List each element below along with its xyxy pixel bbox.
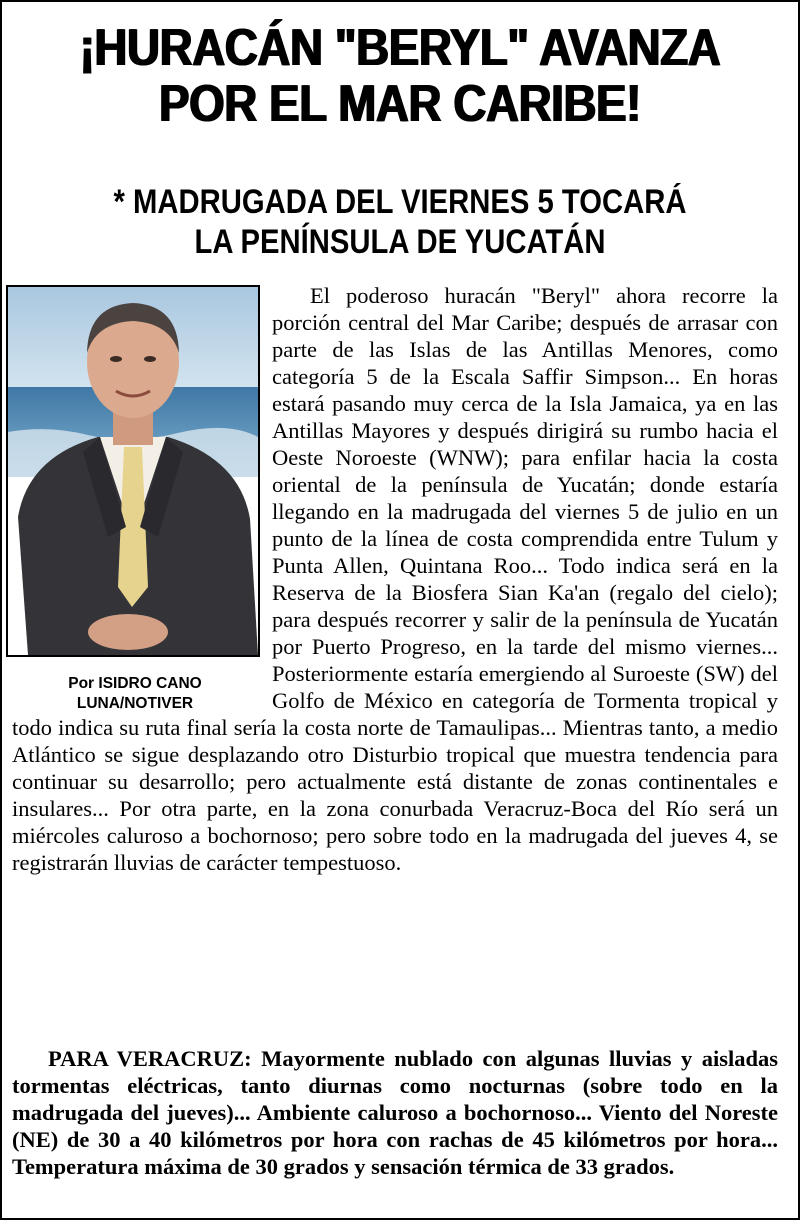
subheadline <box>58 182 743 262</box>
veracruz-forecast: PARA VERACRUZ: Mayormente nublado con algunas lluvias y aisladas tormentas eléctricas, tanto diurnas como nocturnas (sobre todo en la madrugada del jueves)... Ambiente caluroso a bochornoso... Viento del Noreste (NE) de 30 a 40 kilómetros por hora con rachas de 45 kilómetros por hora... Temperatura máxima de 30 grados y sensación térmica de 33 grados. <box>12 1045 778 1179</box>
headline-line-2: POR EL MAR CARIBE! <box>159 75 641 133</box>
headline <box>50 20 750 132</box>
article-body <box>12 282 778 876</box>
article-paragraph: El poderoso huracán "Beryl" ahora recorre la porción central del Mar Caribe; después de arrasar con parte de las Islas de las Antillas Menores, como categoría 5 de la Escala Saffir Simpson... En horas estará pasando muy cerca de la Isla Jamaica, ya en las Antillas Mayores y después dirigirá su rumbo hacia el Oeste Noroeste (WNW); para enfilar hacia la costa oriental de la península de Yucatán; donde estaría llegando en la madrugada del viernes 5 de julio en un punto de la línea de costa comprendida entre Tulum y Punta Allen, Quintana Roo... Todo indica será en la Reserva de la Biosfera Sian Ka'an (regalo del cielo); para después recorrer y salir de la península de Yucatán por Puerto Progreso, en la tarde del mismo viernes... Posteriormente estaría emergiendo al Suroeste (SW) del Golfo de México en categoría de Tormenta tropical y todo indica su ruta final sería la costa norte de Tamaulipas... Mientras tanto, a medio Atlántico se sigue desplazando otro Disturbio tropical que muestra tendencia para continuar su desarrollo; pero actualmente está distante de zonas continentales e insulares... Por otra parte, en la zona conurbada Veracruz-Boca del Río será un miércoles caluroso a bochornoso; pero sobre todo en la madrugada del jueves 4, se registrarán lluvias de carácter tempestuoso. <box>12 283 778 875</box>
byline-agency: LUNA/NOTIVER <box>76 695 194 712</box>
photo-wrap-space <box>12 282 272 710</box>
byline-name: Por ISIDRO CANO <box>68 675 202 692</box>
headline-line-1: ¡HURACÁN "BERYL" AVANZA <box>79 19 721 77</box>
subheadline-line-1: * MADRUGADA DEL VIERNES 5 TOCARÁ <box>113 183 687 221</box>
subheadline-line-2: LA PENÍNSULA DE YUCATÁN <box>194 223 606 261</box>
